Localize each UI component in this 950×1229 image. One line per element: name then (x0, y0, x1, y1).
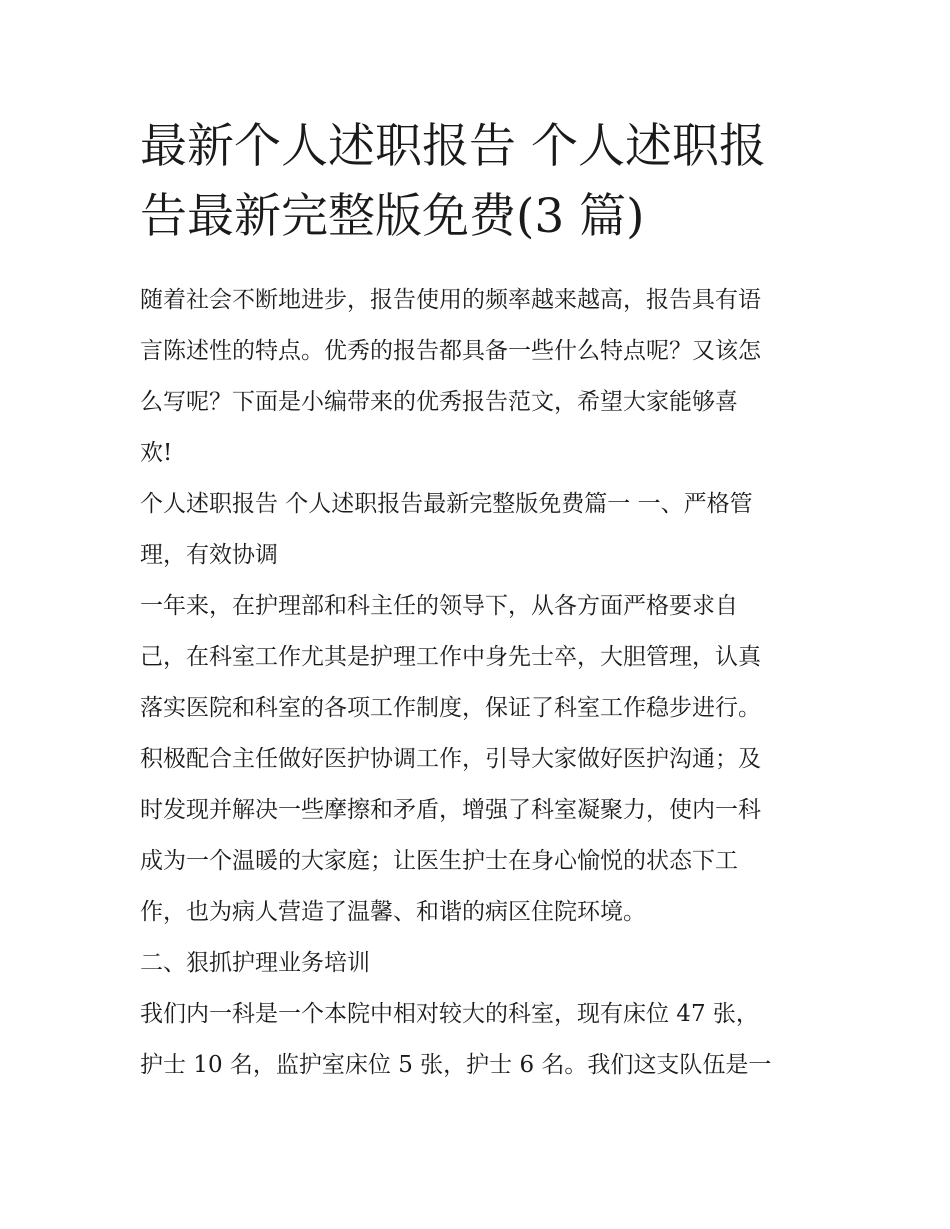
paragraph-line: 我们内一科是一个本院中相对较大的科室，现有床位 47 张， (140, 1001, 759, 1027)
paragraph-line: 么写呢？下面是小编带来的优秀报告范文，希望大家能够喜 (140, 389, 738, 415)
paragraph-line: 欢! (140, 440, 173, 466)
paragraph-line: 作，也为病人营造了温馨、和谐的病区住院环境。 (140, 899, 646, 925)
paragraph-line: 成为一个温暖的大家庭；让医生护士在身心愉悦的状态下工 (140, 848, 738, 874)
paragraph-line: 积极配合主任做好医护协调工作，引导大家做好医护沟通；及 (140, 746, 761, 772)
section-heading-line: 理，有效协调 (140, 542, 278, 568)
section-heading-line: 二、狠抓护理业务培训 (140, 950, 370, 976)
paragraph-line: 一年来，在护理部和科主任的领导下，从各方面严格要求自 (140, 593, 738, 619)
title-line-2: 告最新完整版免费(3 篇) (140, 189, 645, 244)
paragraph-line: 随着社会不断地进步，报告使用的频率越来越高，报告具有语 (140, 287, 761, 313)
title-line-1: 最新个人述职报告 个人述职报 (140, 119, 766, 174)
paragraph-line: 言陈述性的特点。优秀的报告都具备一些什么特点呢？又该怎 (140, 338, 761, 364)
paragraph-line: 己，在科室工作尤其是护理工作中身先士卒，大胆管理，认真 (140, 644, 761, 670)
paragraph-line: 落实医院和科室的各项工作制度，保证了科室工作稳步进行。 (140, 695, 761, 721)
paragraph-line: 护士 10 名，监护室床位 5 张，护士 6 名。我们这支队伍是一 (140, 1052, 772, 1078)
paragraph-line: 时发现并解决一些摩擦和矛盾，增强了科室凝聚力，使内一科 (140, 797, 761, 823)
document-title (140, 112, 820, 252)
section-heading-line: 个人述职报告 个人述职报告最新完整版免费篇一 一、严格管 (140, 491, 753, 517)
